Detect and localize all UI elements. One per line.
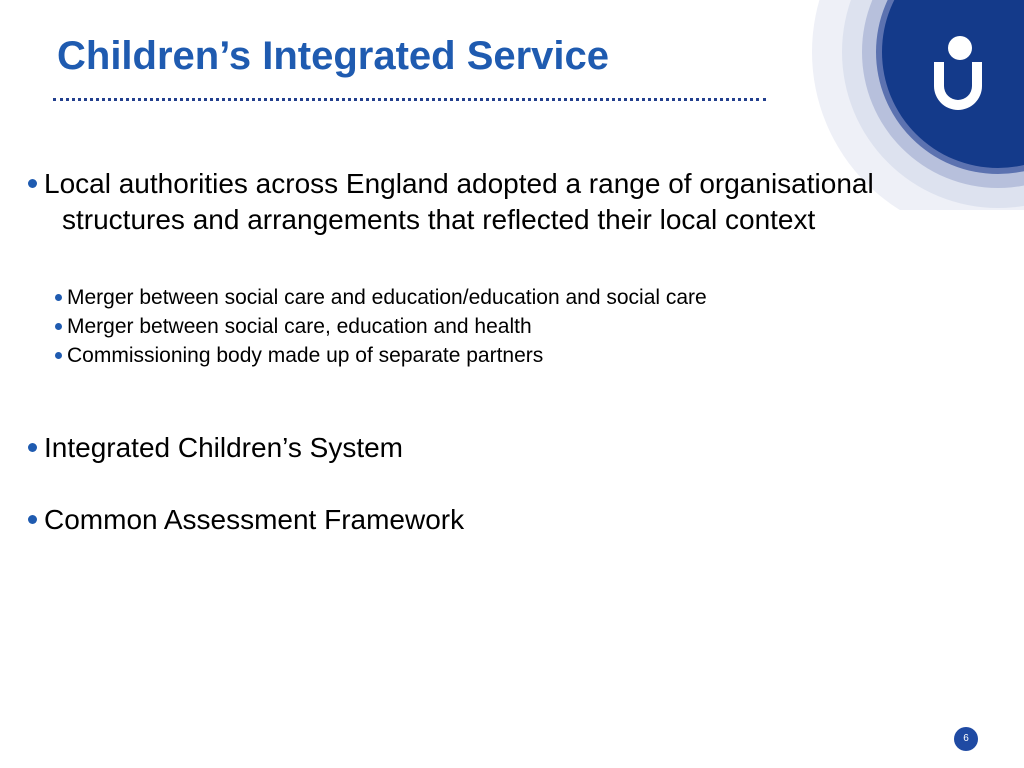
sub-bullet-text: Merger between social care, education and health [67,315,532,338]
bullet-integrated-childrens-system [28,430,403,466]
bullet-text: Local authorities across England adopted a range of organisational structures and arrangements that reflected their local context [44,168,874,236]
bullet-text: Integrated Children’s System [44,432,403,463]
sub-bullet-item [55,312,707,341]
sub-bullet-list [55,283,707,370]
sub-bullet-item [55,283,707,312]
slide-title: Children’s Integrated Service [57,34,610,78]
bullet-local-authorities [28,166,992,239]
bullet-dot-icon [55,294,62,301]
bullet-dot-icon [28,443,37,452]
sub-bullet-item [55,341,707,370]
title-divider [53,98,766,101]
page-number-badge: 6 [954,727,978,751]
bullet-text: Common Assessment Framework [44,504,465,535]
bullet-dot-icon [55,352,62,359]
bullet-dot-icon [55,323,62,330]
bullet-dot-icon [28,179,37,188]
sub-bullet-text: Merger between social care and education/education and social care [67,286,707,309]
bullet-dot-icon [28,515,37,524]
sub-bullet-text: Commissioning body made up of separate partners [67,344,544,367]
bullet-common-assessment-framework [28,502,464,538]
